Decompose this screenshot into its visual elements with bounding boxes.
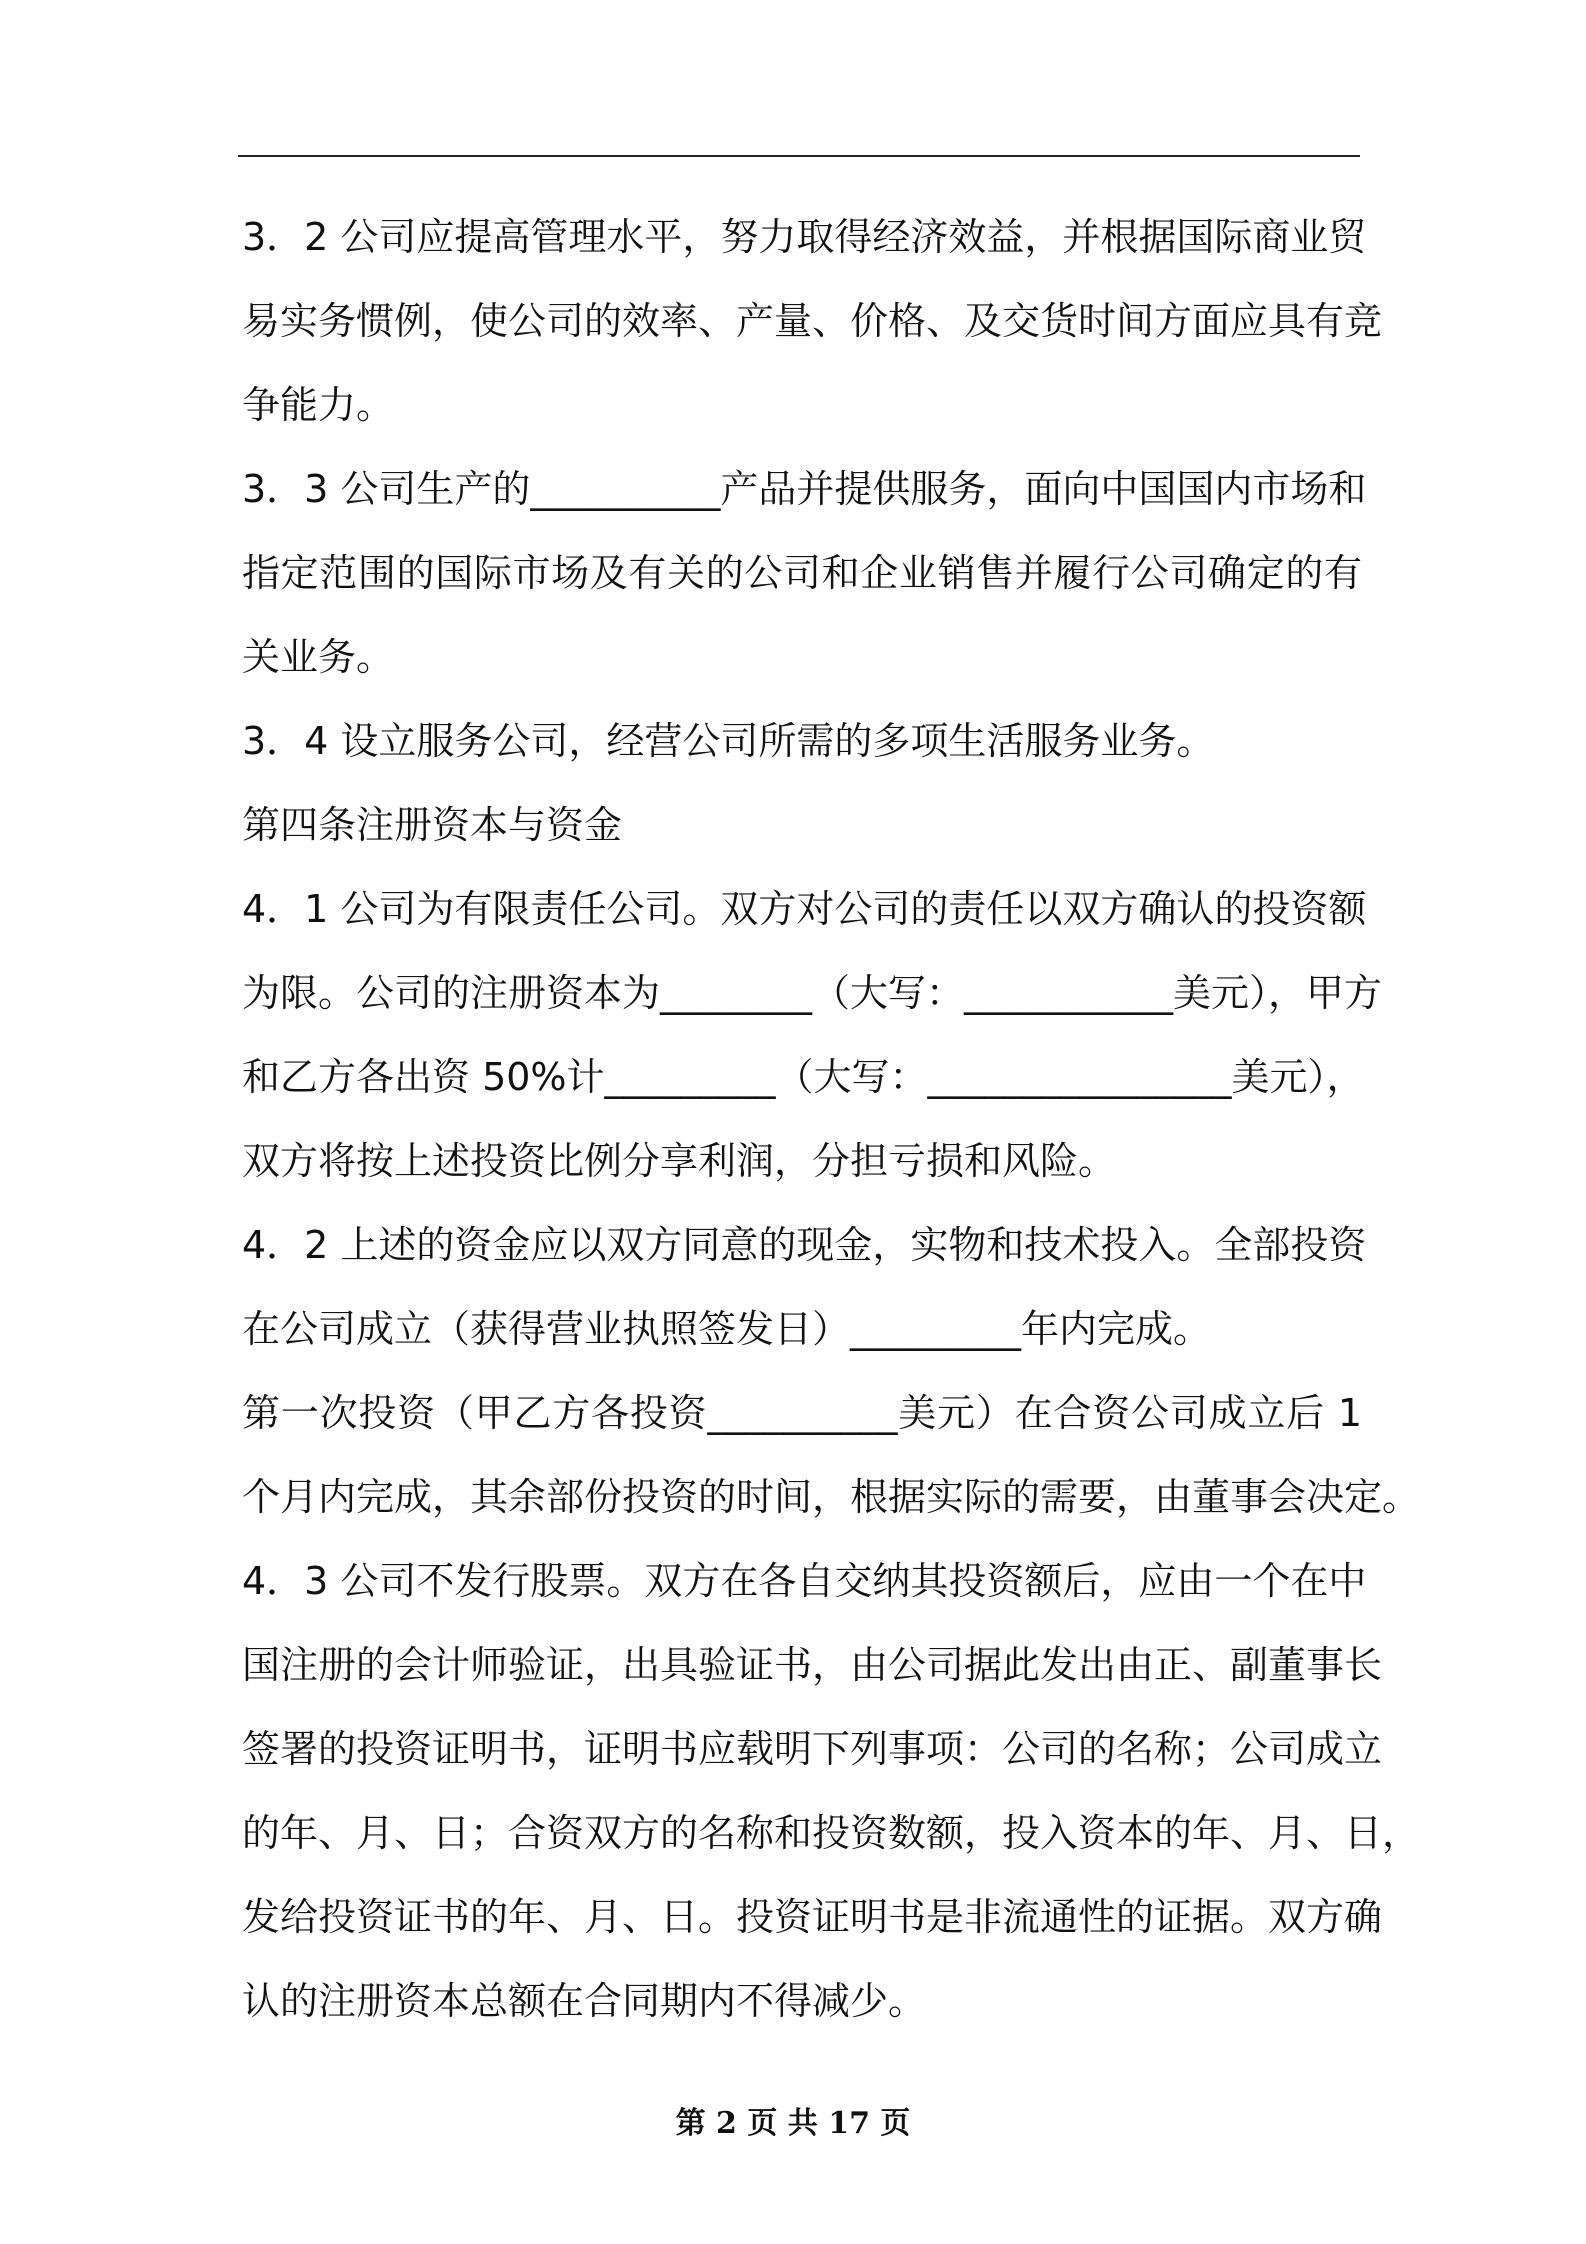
- text-line: 4．1 公司为有限责任公司。双方对公司的责任以双方确认的投资额: [242, 887, 1367, 931]
- text-line: 3．2 公司应提高管理水平，努力取得经济效益，并根据国际商业贸: [242, 215, 1367, 259]
- text-line: 发给投资证书的年、月、日。投资证明书是非流通性的证据。双方确: [242, 1895, 1383, 1939]
- text-line: 3．4 设立服务公司，经营公司所需的多项生活服务业务。: [242, 719, 1215, 763]
- text-line: 在公司成立（获得营业执照签发日）_________年内完成。: [242, 1307, 1212, 1351]
- text-line: 4．2 上述的资金应以双方同意的现金，实物和技术投入。全部投资: [242, 1223, 1367, 1267]
- text-line: 签署的投资证明书，证明书应载明下列事项：公司的名称；公司成立: [242, 1727, 1383, 1771]
- text-line: 3．3 公司生产的__________产品并提供服务，面向中国国内市场和: [242, 467, 1367, 511]
- text-line: 和乙方各出资 50%计_________（大写：________________美元），: [242, 1055, 1365, 1099]
- text-line: 第一次投资（甲乙方各投资__________美元）在合资公司成立后 1: [242, 1391, 1362, 1435]
- text-line: 关业务。: [242, 635, 395, 679]
- text-line: 争能力。: [242, 383, 395, 427]
- section-heading: 第四条注册资本与资金: [242, 803, 623, 847]
- header-rule: [238, 155, 1360, 157]
- text-line: 认的注册资本总额在合同期内不得减少。: [242, 1979, 927, 2023]
- text-line: 易实务惯例，使公司的效率、产量、价格、及交货时间方面应具有竞: [242, 299, 1383, 343]
- document-body: [242, 195, 1421, 2043]
- text-line: 4．3 公司不发行股票。双方在各自交纳其投资额后，应由一个在中: [242, 1559, 1367, 1603]
- text-line: 的年、月、日；合资双方的名称和投资数额，投入资本的年、月、日，: [242, 1811, 1421, 1855]
- page-number-footer: 第 2 页 共 17 页: [675, 2106, 911, 2141]
- text-line: 指定范围的国际市场及有关的公司和企业销售并履行公司确定的有: [242, 551, 1362, 595]
- text-line: 国注册的会计师验证，出具验证书，由公司据此发出由正、副董事长: [242, 1643, 1383, 1687]
- text-line: 个月内完成，其余部份投资的时间，根据实际的需要，由董事会决定。: [242, 1475, 1421, 1519]
- text-line: 为限。公司的注册资本为________（大写：___________美元），甲方: [242, 971, 1383, 1015]
- text-line: 双方将按上述投资比例分享利润，分担亏损和风险。: [242, 1139, 1117, 1183]
